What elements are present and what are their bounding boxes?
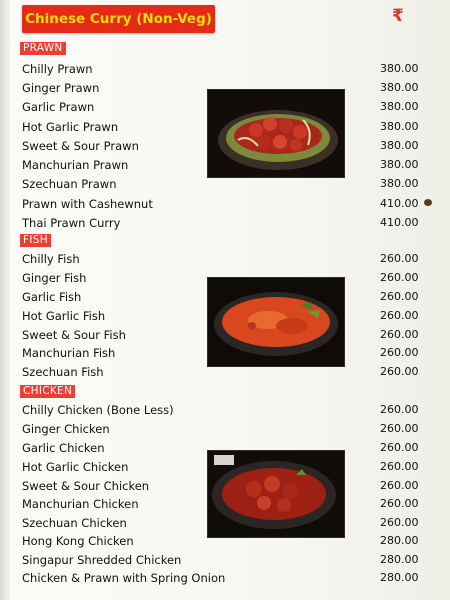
item-name: Szechuan Prawn [22,177,117,191]
page-spine-shadow [0,0,10,600]
chicken-dish-photo [207,450,345,538]
item-name: Sweet & Sour Prawn [22,139,139,153]
item-name: Ginger Prawn [22,81,100,95]
stain-mark [424,199,432,206]
item-price: 260.00 [380,460,419,473]
item-name: Chicken & Prawn with Spring Onion [22,571,226,585]
item-price: 280.00 [380,553,419,566]
item-name: Sweet & Sour Chicken [22,479,150,493]
item-price: 380.00 [380,62,419,75]
menu-item [22,214,432,232]
menu-item [22,551,432,569]
item-price: 410.00 [380,216,419,229]
item-price: 410.00 [380,197,419,210]
item-name: Manchurian Fish [22,346,116,360]
item-price: 380.00 [380,100,419,113]
item-price: 260.00 [380,309,419,322]
item-name: Garlic Chicken [22,441,105,455]
item-name: Garlic Prawn [22,100,95,114]
item-price: 260.00 [380,516,419,529]
item-name: Ginger Fish [22,271,87,285]
item-name: Thai Prawn Curry [22,216,121,230]
item-price: 260.00 [380,422,419,435]
item-price: 260.00 [380,290,419,303]
menu-item [22,60,432,78]
prawn-dish-photo [207,89,345,178]
item-name: Singapur Shredded Chicken [22,553,182,567]
item-name: Hot Garlic Chicken [22,460,129,474]
item-price: 260.00 [380,479,419,492]
item-name: Prawn with Cashewnut [22,197,153,211]
item-name: Garlic Fish [22,290,82,304]
currency-symbol: ₹ [392,6,404,26]
item-price: 260.00 [380,328,419,341]
section-label-chicken: CHICKEN [20,385,75,398]
item-price: 260.00 [380,365,419,378]
item-price: 260.00 [380,403,419,416]
item-name: Szechuan Chicken [22,516,127,530]
item-price: 260.00 [380,252,419,265]
item-price: 280.00 [380,534,419,547]
item-name: Chilly Chicken (Bone Less) [22,403,174,417]
menu-item [22,401,432,419]
item-price: 380.00 [380,81,419,94]
item-price: 280.00 [380,571,419,584]
item-price: 380.00 [380,139,419,152]
item-name: Hot Garlic Fish [22,309,106,323]
item-name: Hot Garlic Prawn [22,120,119,134]
item-name: Chilly Fish [22,252,80,266]
item-name: Szechuan Fish [22,365,104,379]
item-price: 380.00 [380,120,419,133]
fish-dish-photo [207,277,345,367]
section-label-prawn: PRAWN [20,42,66,55]
item-price: 260.00 [380,497,419,510]
menu-item [22,195,432,213]
item-price: 380.00 [380,177,419,190]
section-label-fish: FISH [20,234,51,247]
item-price: 260.00 [380,271,419,284]
item-name: Hong Kong Chicken [22,534,134,548]
item-name: Sweet & Sour Fish [22,328,126,342]
item-price: 380.00 [380,158,419,171]
menu-item [22,250,432,268]
item-price: 260.00 [380,441,419,454]
item-name: Manchurian Chicken [22,497,139,511]
page-title: Chinese Curry (Non-Veg) [22,5,215,33]
item-name: Ginger Chicken [22,422,110,436]
item-name: Manchurian Prawn [22,158,129,172]
item-name: Chilly Prawn [22,62,93,76]
menu-item [22,420,432,438]
menu-item [22,569,432,587]
item-price: 260.00 [380,346,419,359]
